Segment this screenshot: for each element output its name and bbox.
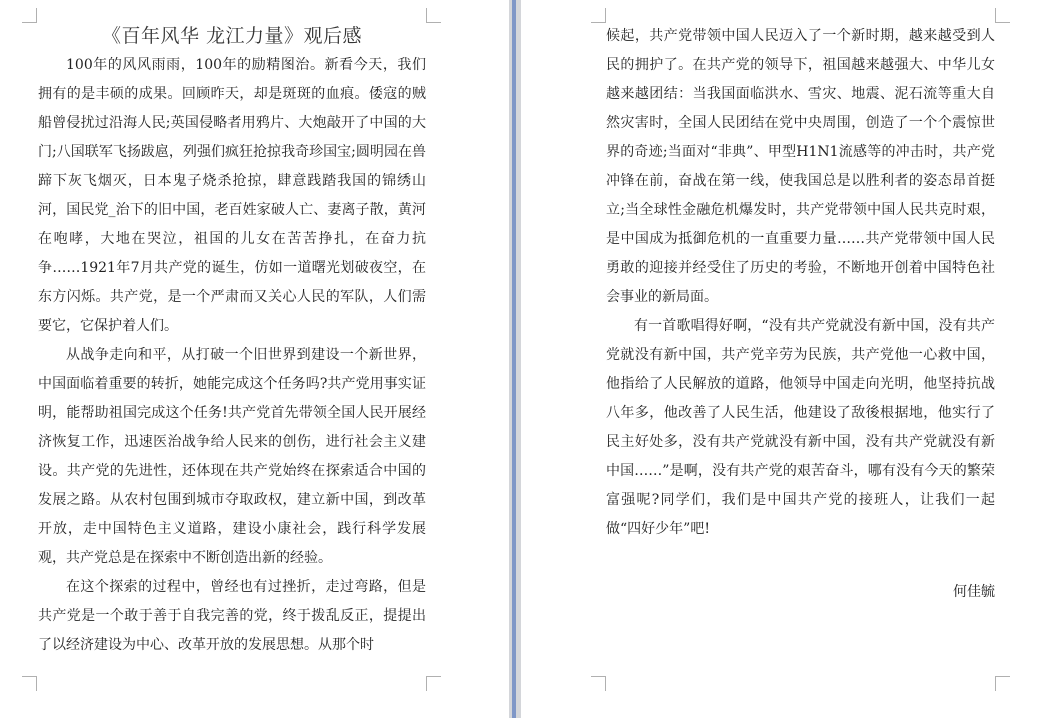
page-text-body[interactable]: [606, 22, 995, 607]
crop-mark: [22, 676, 37, 691]
crop-mark: [591, 676, 606, 691]
crop-mark: [426, 676, 441, 691]
paragraph: 有一首歌唱得好啊，“没有共产党就没有新中国，没有共产党就没有新中国，共产党辛劳为民族，共产党他一心救中国，他指给了人民解放的道路，他领导中国走向光明，他坚持抗战八年多，他改善了人民生活，他建设了敌後根据地，他实行了民主好处多，没有共产党就没有新中国，没有共产党就没有新中国……”是啊，没有共产党的艰苦奋斗，哪有没有今天的繁荣富强呢?同学们，我们是中国共产党的接班人，让我们一起做“四好少年”吧!: [606, 318, 995, 537]
crop-mark: [426, 8, 441, 23]
crop-mark: [22, 8, 37, 23]
document-title: 《百年风华 龙江力量》观后感: [101, 25, 363, 47]
paragraph: 从战争走向和平，从打破一个旧世界到建设一个新世界，中国面临着重要的转折，她能完成这个任务吗?共产党用事实证明，能帮助祖国完成这个任务!共产党首先带领全国人民开展经济恢复工作，迅速医治战争给人民来的创伤，进行社会主义建设。共产党的先进性，还体现在共产党始终在探索适合中国的发展之路。从农村包围到城市夺取政权，建立新中国，到改革开放，走中国特色主义道路，建设小康社会，践行科学发展观，共产党总是在探索中不断创造出新的经验。: [38, 347, 426, 566]
document-page-right: [521, 0, 1047, 718]
page-text-body[interactable]: [38, 22, 426, 660]
crop-mark: [591, 8, 606, 23]
crop-mark: [995, 8, 1010, 23]
paragraph: 100年的风风雨雨，100年的励精图治。新看今天，我们拥有的是丰硕的成果。回顾昨天，却是斑斑的血痕。倭寇的贼船曾侵扰过沿海人民;英国侵略者用鸦片、大炮敲开了中国的大门;八国联军飞扬跋扈，列强们疯狂抢掠我奇珍国宝;圆明园在兽蹄下灰飞烟灭，日本鬼子烧杀抢掠，肆意践踏我国的锦绣山河，国民党_治下的旧中国，老百姓家破人亡、妻离子散，黄河在咆哮，大地在哭泣，祖国的儿女在苦苦挣扎，在奋力抗争……1921年7月共产党的诞生，仿如一道曙光划破夜空，在东方闪烁。共产党，是一个严肃而又关心人民的军队，人们需要它，它保护着人们。: [38, 57, 426, 334]
page-gutter: [509, 0, 521, 718]
page-separator: [512, 0, 516, 718]
author-name: 何佳毓: [953, 584, 995, 600]
paragraph: 在这个探索的过程中，曾经也有过挫折，走过弯路，但是共产党是一个敢于善于自我完善的党，终于拨乱反正，提提出了以经济建设为中心、改革开放的发展思想。从那个时: [38, 579, 426, 653]
paragraph: 候起，共产党带领中国人民迈入了一个新时期，越来越受到人民的拥护了。在共产党的领导下，祖国越来越强大、中华儿女越来越团结：当我国面临洪水、雪灾、地震、泥石流等重大自然灾害时，全国人民团结在党中央周围，创造了一个个震惊世界的奇迹;当面对“非典”、甲型H1N1流感等的冲击时，共产党冲锋在前，奋战在第一线，使我国总是以胜利者的姿态昂首挺立;当全球性金融危机爆发时，共产党带领中国人民共克时艰，是中国成为抵御危机的一直重要力量……共产党带领中国人民勇敢的迎接并经受住了历史的考验，不断地开创着中国特色社会事业的新局面。: [606, 28, 995, 305]
crop-mark: [995, 676, 1010, 691]
document-page-left: [0, 0, 509, 718]
